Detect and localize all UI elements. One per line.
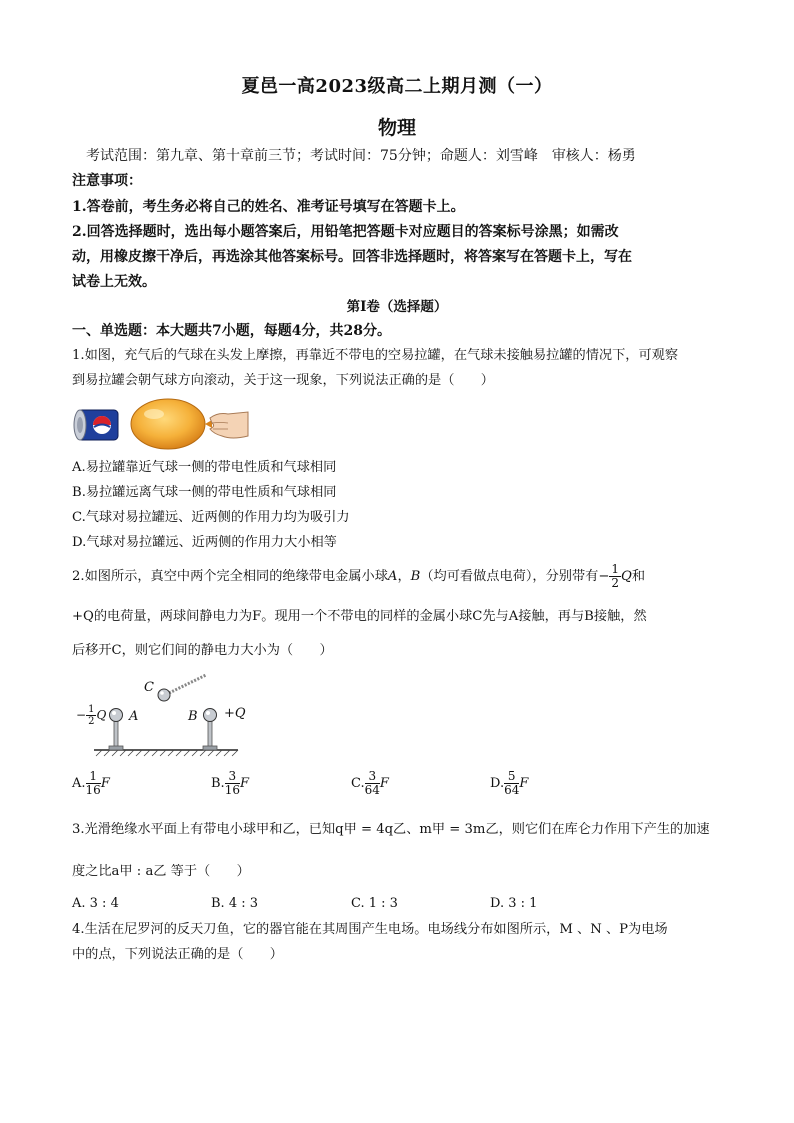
sphere-a-half-den: 2 [88, 716, 95, 727]
q2-option-d-fraction [504, 770, 519, 797]
q1-stem-line-1: 1.如图，充气后的气球在头发上摩擦，再靠近不带电的空易拉罐，在气球未接触易拉罐的情况下，可观察 [72, 348, 679, 363]
exam-title: 夏邑一高2023级高二上期月测（一） [241, 76, 553, 97]
q2-option-b-fraction [225, 770, 240, 797]
q2-option-d-unit: F [519, 776, 529, 791]
q2-option-c-unit: F [379, 776, 389, 791]
q2-option-d-den: 64 [504, 783, 520, 797]
q2-half-fraction [609, 563, 621, 590]
q2-and: 和 [631, 569, 646, 584]
sphere-a-charge-q: Q [96, 708, 107, 722]
q2-option-c-fraction [365, 770, 380, 797]
soda-can-icon [74, 410, 118, 440]
q2-stem-line-2: +Q的电荷量，两球间静电力为F。现用一个不带电的同样的金属小球C先与A接触，再与B接触，然 [72, 609, 647, 624]
q2-option-d-label: D. [490, 776, 505, 791]
q2-option-c-den: 64 [364, 783, 380, 797]
q1-option-d: D.气球对易拉罐远、近两侧的作用力大小相等 [72, 535, 337, 550]
hand-icon [210, 412, 248, 438]
q2-option-c-label: C. [351, 776, 365, 791]
q3-option-d: D. 3 : 1 [490, 896, 538, 911]
notes-item-2-line-3: 试卷上无效。 [72, 274, 156, 290]
exam-subject: 物理 [377, 117, 416, 139]
q2-stem-line-1 [72, 562, 732, 592]
notes-item-2-line-1: 2.回答选择题时，选出每小题答案后，用铅笔把答题卡对应题目的答案标号涂黑；如需改 [72, 224, 619, 240]
q3-stem-line-2: 度之比a甲 : a乙 等于（ ） [72, 864, 250, 879]
q2-option-b-unit: F [239, 776, 249, 791]
q1-stem-line-2: 到易拉罐会朝气球方向滚动，关于这一现象，下列说法正确的是（ ） [72, 373, 494, 388]
q2-option-b-den: 16 [224, 783, 240, 797]
q2-option-b [211, 770, 249, 797]
sphere-b-label: B [188, 709, 198, 724]
q2-option-a-unit: F [100, 776, 110, 791]
notes-item-1: 1.答卷前，考生务必将自己的姓名、准考证号填写在答题卡上。 [72, 199, 465, 215]
notes-item-2-line-2: 动，用橡皮擦干净后，再选涂其他答案标号。回答非选择题时，将答案写在答题卡上，写在 [72, 249, 632, 265]
sphere-a-label: A [129, 709, 139, 724]
q2-ball-a: A [387, 569, 398, 584]
q3-option-b: B. 4 : 3 [211, 896, 259, 911]
q2-option-a-fraction [86, 770, 101, 797]
q3-stem-line-1: 3.光滑绝缘水平面上有带电小球甲和乙，已知q甲 = 4q乙、m甲 = 3m乙，则它们在库仑力作用下产生的加速 [72, 822, 710, 837]
q1-option-c: C.气球对易拉罐远、近两侧的作用力均为吸引力 [72, 510, 350, 525]
sphere-a-half-fraction [86, 704, 96, 727]
exam-info: 考试范围：第九章、第十章前三节；考试时间：75分钟；命题人：刘雪峰 审核人：杨勇 [86, 148, 636, 164]
balloon-can-figure [72, 396, 250, 454]
volume-heading: 第Ⅰ卷（选择题） [346, 299, 448, 315]
q4-stem-line-2: 中的点，下列说法正确的是（ ） [72, 947, 283, 962]
q1-option-b: B.易拉罐远离气球一侧的带电性质和气球相同 [72, 485, 337, 500]
q2-half-num: 1 [611, 562, 620, 576]
q2-stem-text-2: （均可看做点电荷），分别带有− [420, 569, 610, 584]
q2-stem-line-3: 后移开C，则它们间的静电力大小为（ ） [72, 643, 333, 658]
q1-option-a: A.易拉罐靠近气球一侧的带电性质和气球相同 [72, 460, 337, 475]
q2-comma: ， [397, 569, 411, 584]
q2-option-b-num: 3 [225, 770, 240, 784]
sphere-a-half-num: 1 [88, 704, 95, 715]
charged-spheres-figure [72, 672, 252, 760]
q4-stem-line-1: 4.生活在尼罗河的反天刀鱼，它的器官能在其周围产生电场。电场线分布如图所示，M 、N 、P为电场 [72, 922, 668, 937]
notes-heading: 注意事项： [72, 173, 142, 189]
part1-heading: 一、单选题：本大题共7小题，每题4分，共28分。 [72, 323, 391, 339]
sphere-c-label: C [144, 680, 154, 695]
q2-option-c [351, 770, 389, 797]
sphere-b-charge [224, 706, 246, 721]
balloon-icon [131, 399, 212, 449]
q2-option-c-num: 3 [365, 770, 380, 784]
q2-charge-q: Q [621, 569, 632, 584]
q2-option-d [490, 770, 528, 797]
q3-option-c: C. 1 : 3 [351, 896, 398, 911]
q2-option-b-label: B. [211, 776, 225, 791]
sphere-a-charge: − $\frac{1}{2}$ Q [76, 704, 107, 727]
sphere-b-charge-text: +Q [224, 706, 246, 721]
q2-option-d-num: 5 [504, 770, 519, 784]
q3-option-a: A. 3 : 4 [72, 896, 119, 911]
q2-option-a [72, 770, 110, 797]
q2-stem-text: 2.如图所示，真空中两个完全相同的绝缘带电金属小球 [72, 569, 388, 584]
q2-half-den: 2 [611, 576, 620, 590]
q2-option-a-num: 1 [86, 770, 101, 784]
q2-option-a-label: A. [72, 776, 86, 791]
q2-ball-b: B [410, 569, 421, 584]
q2-option-a-den: 16 [85, 783, 101, 797]
